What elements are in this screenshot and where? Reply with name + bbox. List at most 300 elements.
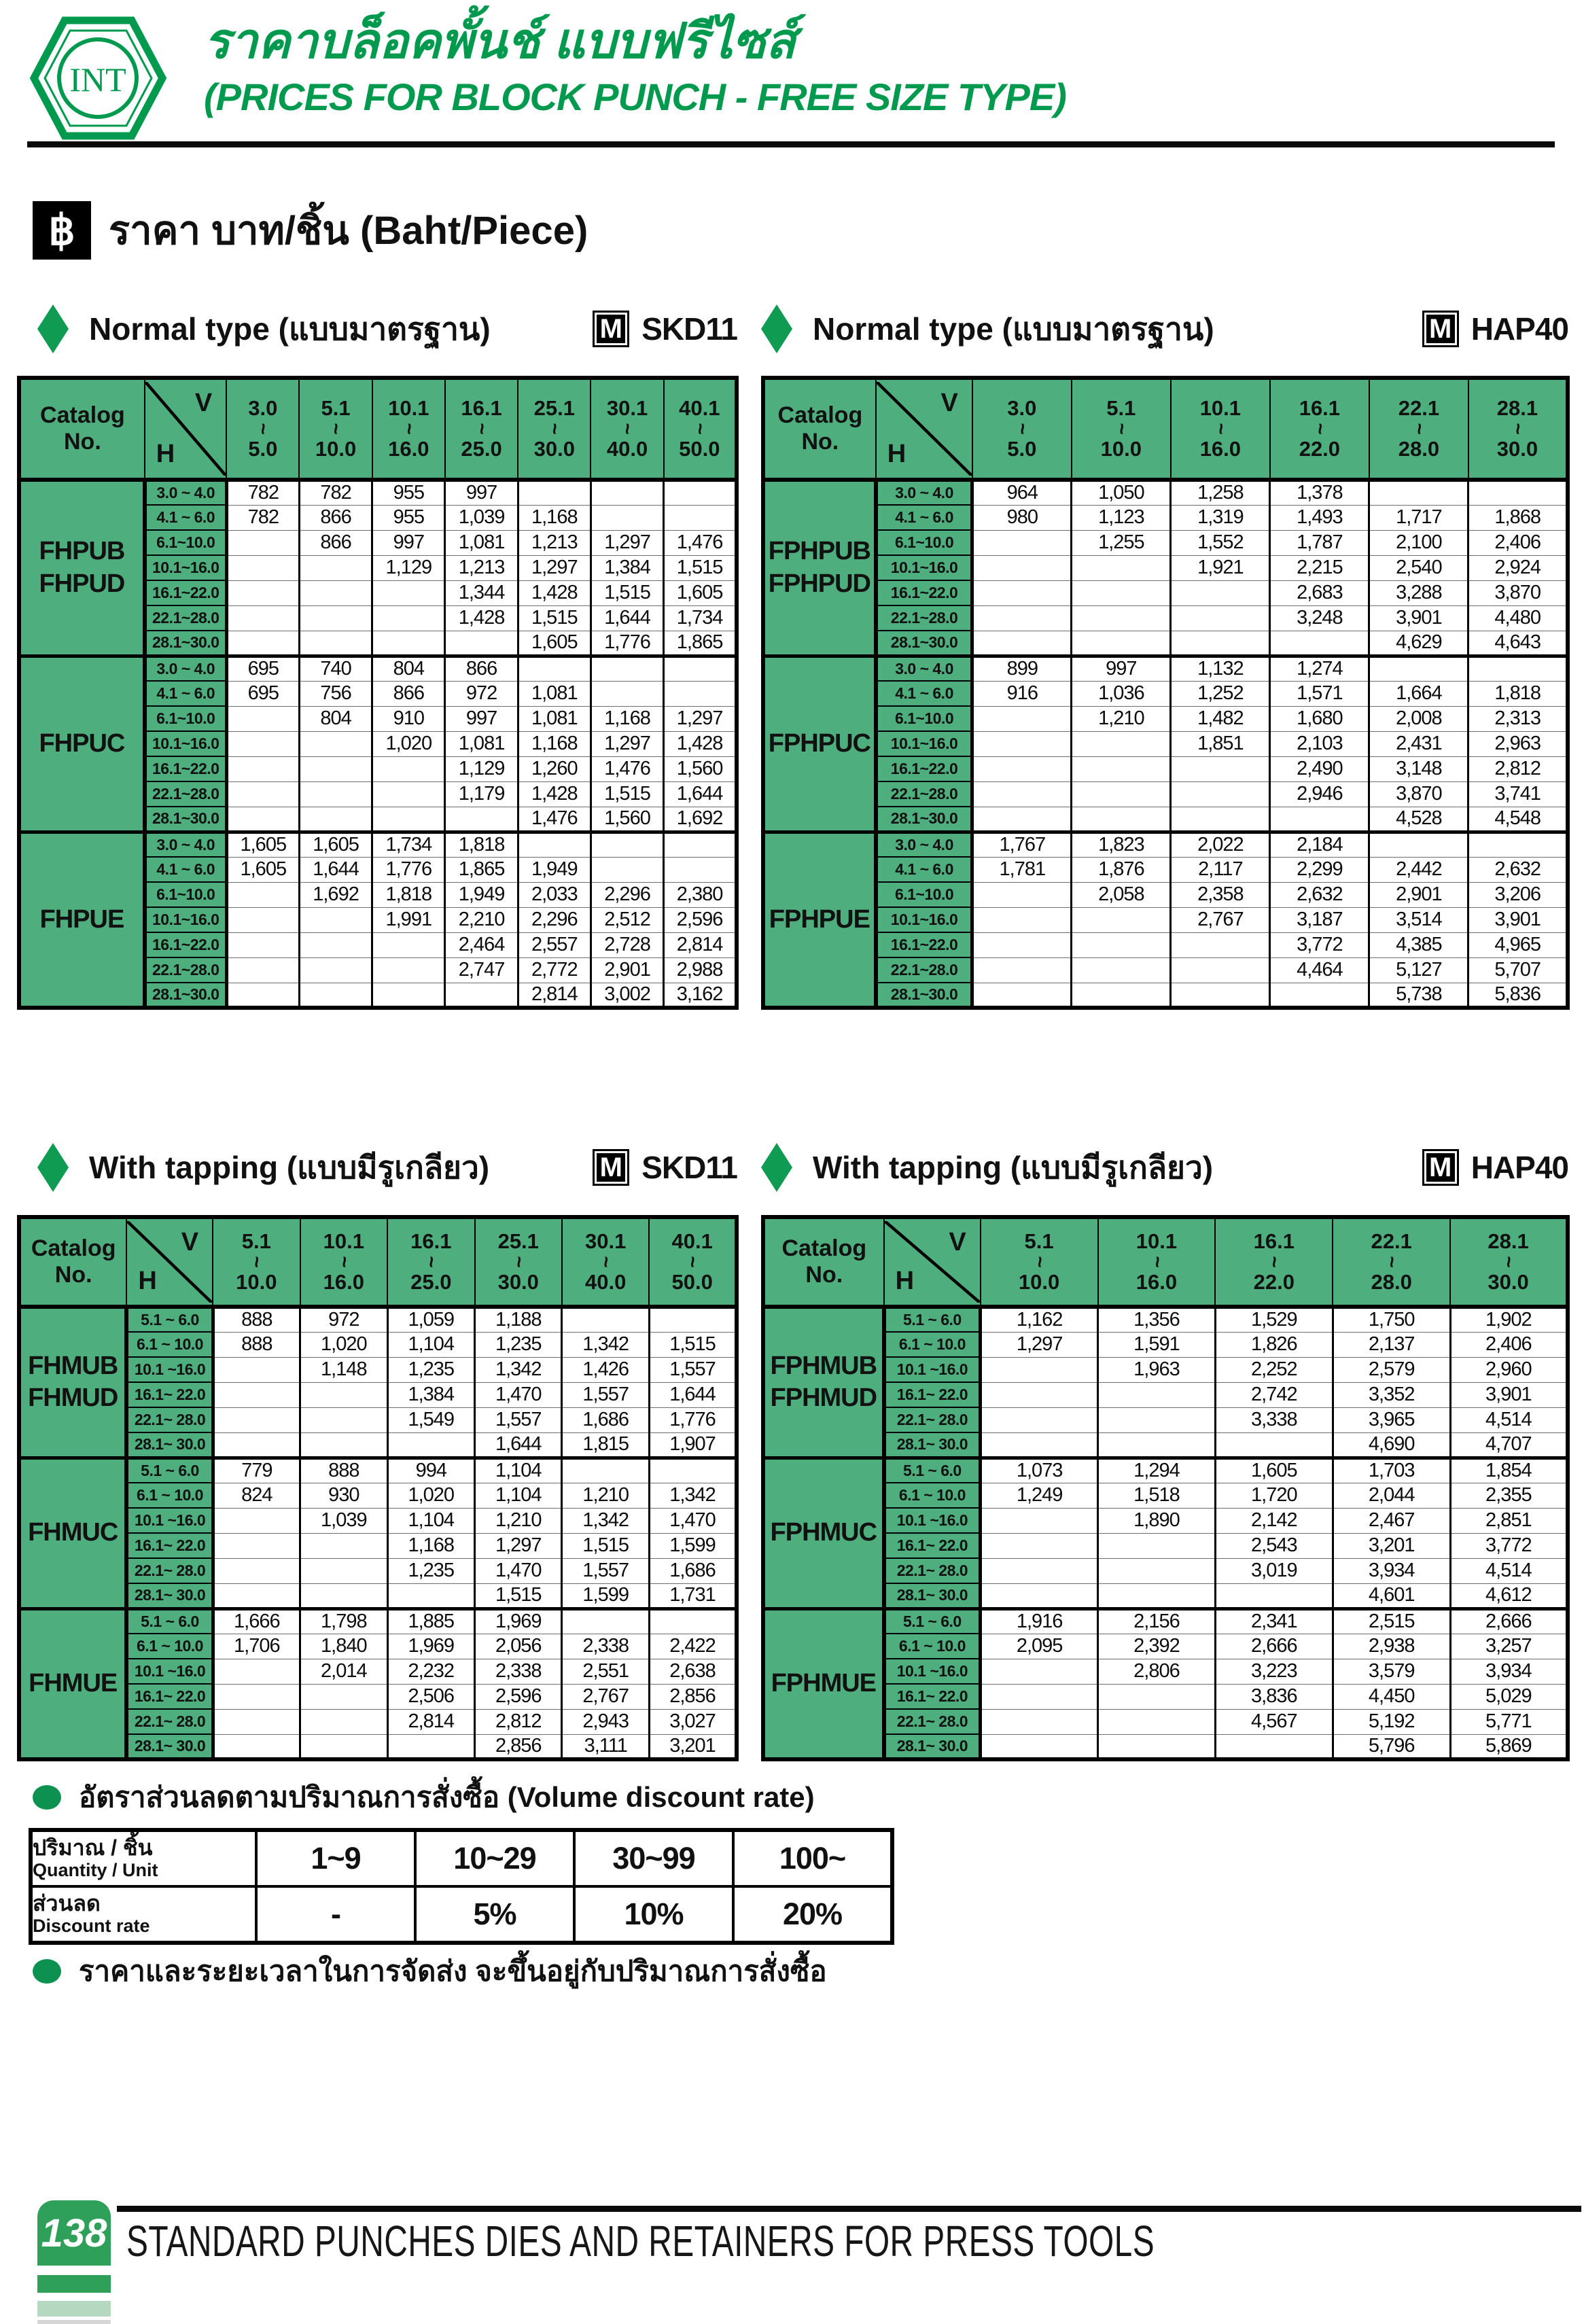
v-range-from: 5.1 bbox=[1024, 1229, 1054, 1254]
price-cell bbox=[299, 957, 372, 983]
h-range-cell: 28.1~30.0 bbox=[876, 631, 972, 656]
price-cell: 740 bbox=[299, 656, 372, 681]
price-heading: ราคา บาท/ชิ้น (Baht/Piece) bbox=[109, 209, 588, 253]
h-range-cell: 28.1~ 30.0 bbox=[126, 1734, 213, 1759]
price-cell: 5,836 bbox=[1468, 983, 1568, 1008]
price-cell: 2,772 bbox=[518, 957, 591, 983]
price-cell bbox=[972, 756, 1072, 781]
price-cell: 1,297 bbox=[518, 555, 591, 580]
table-row bbox=[763, 1558, 1568, 1583]
tilde-icon: ~ bbox=[616, 423, 639, 435]
catalog-cell bbox=[763, 832, 876, 1008]
normal-skd11-table bbox=[17, 376, 739, 1010]
price-cell bbox=[981, 1508, 1098, 1533]
price-cell: 2,299 bbox=[1270, 857, 1369, 882]
price-cell bbox=[213, 1357, 300, 1382]
catalog-number: FPHPUD bbox=[768, 569, 870, 598]
catalog-number: FPHMUC bbox=[770, 1518, 877, 1547]
price-cell bbox=[664, 857, 737, 882]
v-range-header bbox=[518, 378, 591, 480]
price-cell: 866 bbox=[299, 505, 372, 530]
price-cell: 2,008 bbox=[1369, 706, 1468, 731]
table-row bbox=[763, 605, 1568, 631]
price-cell bbox=[1369, 480, 1468, 505]
price-cell: 1,949 bbox=[445, 882, 518, 907]
v-range-from: 40.1 bbox=[679, 396, 720, 421]
price-cell bbox=[981, 1357, 1098, 1382]
price-cell: 1,515 bbox=[518, 605, 591, 631]
price-cell bbox=[1098, 1558, 1216, 1583]
h-range-cell: 4.1 ~ 6.0 bbox=[876, 505, 972, 530]
tilde-icon: ~ bbox=[507, 1256, 530, 1268]
price-cell: 1,210 bbox=[1072, 706, 1171, 731]
page-number: 138 bbox=[37, 2200, 111, 2266]
table-header bbox=[763, 378, 1568, 480]
price-cell: 1,787 bbox=[1270, 530, 1369, 555]
price-cell: 910 bbox=[372, 706, 445, 731]
v-range-header bbox=[981, 1217, 1098, 1307]
price-cell: 1,605 bbox=[299, 832, 372, 857]
price-cell bbox=[1072, 580, 1171, 605]
h-range-cell: 10.1~16.0 bbox=[145, 555, 226, 580]
price-cell bbox=[226, 983, 299, 1008]
h-range-cell: 16.1~22.0 bbox=[145, 756, 226, 781]
price-cell: 4,643 bbox=[1468, 631, 1568, 656]
rate-value: 10% bbox=[574, 1886, 733, 1943]
tapping-skd11-table bbox=[17, 1215, 739, 1761]
price-cell: 3,934 bbox=[1333, 1558, 1450, 1583]
table-row bbox=[763, 1458, 1568, 1483]
price-cell: 804 bbox=[372, 656, 445, 681]
v-range-from: 16.1 bbox=[461, 396, 502, 421]
price-cell bbox=[300, 1583, 387, 1608]
table-row bbox=[763, 1684, 1568, 1709]
v-range-from: 28.1 bbox=[1496, 396, 1538, 421]
h-axis-label: H bbox=[156, 440, 175, 468]
price-cell bbox=[372, 781, 445, 807]
price-cell: 1,129 bbox=[372, 555, 445, 580]
h-range-cell: 5.1 ~ 6.0 bbox=[126, 1307, 213, 1332]
price-cell: 1,644 bbox=[475, 1432, 562, 1458]
price-cell: 2,296 bbox=[591, 882, 663, 907]
h-range-cell: 10.1 ~16.0 bbox=[884, 1357, 981, 1382]
price-cell bbox=[387, 1432, 474, 1458]
table-row bbox=[763, 681, 1568, 706]
price-cell bbox=[972, 957, 1072, 983]
price-cell: 3,870 bbox=[1369, 781, 1468, 807]
price-cell: 1,179 bbox=[445, 781, 518, 807]
h-range-cell: 22.1~ 28.0 bbox=[884, 1407, 981, 1432]
price-cell bbox=[981, 1659, 1098, 1684]
price-cell: 5,771 bbox=[1450, 1709, 1568, 1734]
v-range-from: 25.1 bbox=[497, 1229, 539, 1254]
price-cell: 1,969 bbox=[387, 1634, 474, 1659]
price-cell bbox=[972, 882, 1072, 907]
price-cell bbox=[213, 1407, 300, 1432]
tilde-icon: ~ bbox=[595, 1256, 618, 1268]
h-range-cell: 28.1~ 30.0 bbox=[884, 1583, 981, 1608]
price-cell: 1,294 bbox=[1098, 1458, 1216, 1483]
price-cell bbox=[213, 1432, 300, 1458]
price-cell: 1,644 bbox=[664, 781, 737, 807]
price-cell: 2,814 bbox=[518, 983, 591, 1008]
h-range-cell: 28.1~30.0 bbox=[145, 631, 226, 656]
catalog-header: Catalog No. bbox=[763, 1217, 884, 1307]
price-cell bbox=[213, 1709, 300, 1734]
price-cell: 3,870 bbox=[1468, 580, 1568, 605]
h-range-cell: 4.1 ~ 6.0 bbox=[145, 857, 226, 882]
price-cell: 2,960 bbox=[1450, 1357, 1568, 1382]
price-cell: 1,297 bbox=[664, 706, 737, 731]
diamond-icon bbox=[761, 304, 792, 353]
price-cell: 1,297 bbox=[981, 1332, 1098, 1357]
hexagon-logo-icon bbox=[29, 14, 168, 143]
price-cell: 2,557 bbox=[518, 932, 591, 957]
v-range-header bbox=[664, 378, 737, 480]
price-cell bbox=[1171, 580, 1270, 605]
price-cell: 2,988 bbox=[664, 957, 737, 983]
price-cell bbox=[299, 756, 372, 781]
price-cell bbox=[1098, 1407, 1216, 1432]
price-cell: 955 bbox=[372, 480, 445, 505]
price-cell: 4,629 bbox=[1369, 631, 1468, 656]
price-cell bbox=[300, 1558, 387, 1583]
price-cell: 2,137 bbox=[1333, 1332, 1450, 1357]
price-cell: 980 bbox=[972, 505, 1072, 530]
h-range-cell: 6.1 ~ 10.0 bbox=[126, 1634, 213, 1659]
rate-label-cell bbox=[31, 1886, 256, 1943]
price-cell: 2,313 bbox=[1468, 706, 1568, 731]
price-cell bbox=[226, 555, 299, 580]
price-cell bbox=[1098, 1432, 1216, 1458]
price-cell: 2,355 bbox=[1450, 1483, 1568, 1508]
price-cell bbox=[300, 1684, 387, 1709]
price-cell: 1,686 bbox=[649, 1558, 737, 1583]
h-range-cell: 28.1~30.0 bbox=[145, 807, 226, 832]
v-range-to: 16.0 bbox=[1199, 437, 1242, 461]
price-cell: 3,352 bbox=[1333, 1382, 1450, 1407]
price-cell: 2,901 bbox=[591, 957, 663, 983]
price-cell bbox=[226, 530, 299, 555]
price-cell bbox=[1072, 983, 1171, 1008]
price-cell: 3,201 bbox=[1333, 1533, 1450, 1558]
price-cell: 1,493 bbox=[1270, 505, 1369, 530]
table-row bbox=[763, 857, 1568, 882]
price-cell bbox=[226, 807, 299, 832]
price-cell: 2,851 bbox=[1450, 1508, 1568, 1533]
price-cell: 1,949 bbox=[518, 857, 591, 882]
price-cell bbox=[1270, 631, 1369, 656]
v-range-header bbox=[475, 1217, 562, 1307]
price-cell bbox=[299, 907, 372, 932]
table-row bbox=[763, 1407, 1568, 1432]
price-cell: 899 bbox=[972, 656, 1072, 681]
price-cell bbox=[372, 932, 445, 957]
h-range-cell: 10.1 ~16.0 bbox=[126, 1508, 213, 1533]
price-cell bbox=[649, 1608, 737, 1634]
table-row bbox=[763, 907, 1568, 932]
v-range-to: 22.0 bbox=[1299, 437, 1341, 461]
price-cell: 2,058 bbox=[1072, 882, 1171, 907]
h-range-cell: 10.1~16.0 bbox=[876, 907, 972, 932]
price-cell: 1,235 bbox=[387, 1357, 474, 1382]
quantity-range: 30~99 bbox=[574, 1830, 733, 1886]
catalog-number: FPHPUC bbox=[768, 728, 870, 758]
header-row bbox=[19, 378, 737, 480]
table-row bbox=[763, 932, 1568, 957]
price-cell: 756 bbox=[299, 681, 372, 706]
price-cell: 1,235 bbox=[387, 1558, 474, 1583]
price-cell bbox=[972, 731, 1072, 756]
h-range-cell: 22.1~28.0 bbox=[145, 957, 226, 983]
tilde-icon: ~ bbox=[1209, 423, 1232, 435]
price-cell: 2,924 bbox=[1468, 555, 1568, 580]
price-cell: 1,854 bbox=[1450, 1458, 1568, 1483]
price-cell: 1,482 bbox=[1171, 706, 1270, 731]
tilde-icon: ~ bbox=[1028, 1256, 1051, 1268]
price-cell: 2,033 bbox=[518, 882, 591, 907]
price-cell: 3,148 bbox=[1369, 756, 1468, 781]
price-cell bbox=[664, 505, 737, 530]
v-range-header bbox=[445, 378, 518, 480]
price-cell bbox=[299, 580, 372, 605]
tilde-icon: ~ bbox=[1010, 423, 1034, 435]
price-cell: 1,734 bbox=[372, 832, 445, 857]
table-row bbox=[19, 1608, 737, 1634]
h-range-cell: 16.1~ 22.0 bbox=[126, 1684, 213, 1709]
price-cell bbox=[300, 1533, 387, 1558]
price-cell: 1,599 bbox=[562, 1583, 649, 1608]
price-cell: 2,431 bbox=[1369, 731, 1468, 756]
price-cell: 1,921 bbox=[1171, 555, 1270, 580]
table-row bbox=[763, 983, 1568, 1008]
h-range-cell: 6.1~10.0 bbox=[876, 706, 972, 731]
catalog-header: Catalog No. bbox=[19, 378, 145, 480]
catalog-number: FPHMUD bbox=[770, 1384, 877, 1413]
v-range-to: 10.0 bbox=[315, 437, 357, 461]
header-rule bbox=[27, 141, 1555, 147]
price-cell: 1,020 bbox=[300, 1332, 387, 1357]
catalog-number: FPHPUE bbox=[769, 904, 870, 934]
price-cell bbox=[1072, 756, 1171, 781]
price-cell bbox=[1072, 807, 1171, 832]
price-cell bbox=[387, 1583, 474, 1608]
price-cell: 2,406 bbox=[1468, 530, 1568, 555]
material-name: HAP40 bbox=[1471, 311, 1568, 347]
diamond-icon bbox=[37, 304, 69, 353]
v-range-header bbox=[1215, 1217, 1333, 1307]
price-cell: 5,707 bbox=[1468, 957, 1568, 983]
rate-label-english: Discount rate bbox=[33, 1916, 150, 1937]
price-cell bbox=[226, 882, 299, 907]
v-range-header bbox=[1270, 378, 1369, 480]
price-cell bbox=[226, 781, 299, 807]
price-cell: 2,806 bbox=[1098, 1659, 1216, 1684]
v-range-from: 22.1 bbox=[1371, 1229, 1412, 1254]
price-cell: 2,814 bbox=[664, 932, 737, 957]
h-range-cell: 6.1~10.0 bbox=[876, 530, 972, 555]
price-cell: 2,551 bbox=[562, 1659, 649, 1684]
vh-corner bbox=[145, 382, 226, 476]
vh-corner-cell bbox=[126, 1217, 213, 1307]
vh-corner bbox=[127, 1221, 212, 1303]
price-cell bbox=[445, 807, 518, 832]
page-title-english: (PRICES FOR BLOCK PUNCH - FREE SIZE TYPE) bbox=[204, 75, 1066, 118]
price-cell: 4,450 bbox=[1333, 1684, 1450, 1709]
price-cell: 3,187 bbox=[1270, 907, 1369, 932]
tilde-icon: ~ bbox=[245, 1256, 268, 1268]
price-cell bbox=[226, 907, 299, 932]
v-range-header bbox=[372, 378, 445, 480]
tilde-icon: ~ bbox=[332, 1256, 355, 1268]
tilde-icon: ~ bbox=[1145, 1256, 1168, 1268]
price-cell: 997 bbox=[372, 530, 445, 555]
v-range-from: 3.0 bbox=[248, 396, 278, 421]
price-cell: 2,022 bbox=[1171, 832, 1270, 857]
price-cell bbox=[213, 1583, 300, 1608]
price-cell bbox=[372, 807, 445, 832]
price-cell: 1,020 bbox=[387, 1483, 474, 1508]
price-cell bbox=[299, 605, 372, 631]
page-title-block bbox=[204, 16, 1066, 119]
price-cell: 4,514 bbox=[1450, 1407, 1568, 1432]
price-cell: 1,168 bbox=[591, 706, 663, 731]
v-range-to: 16.0 bbox=[1136, 1270, 1178, 1294]
price-cell: 2,296 bbox=[518, 907, 591, 932]
price-cell: 1,104 bbox=[387, 1508, 474, 1533]
price-cell bbox=[1072, 631, 1171, 656]
price-cell: 2,767 bbox=[562, 1684, 649, 1709]
v-range-from: 16.1 bbox=[1299, 396, 1341, 421]
table-row bbox=[763, 1709, 1568, 1734]
price-cell: 1,776 bbox=[649, 1407, 737, 1432]
v-range-from: 3.0 bbox=[1007, 396, 1037, 421]
h-range-cell: 6.1~10.0 bbox=[145, 882, 226, 907]
price-cell: 2,543 bbox=[1215, 1533, 1333, 1558]
price-cell: 4,480 bbox=[1468, 605, 1568, 631]
price-cell bbox=[299, 781, 372, 807]
price-cell: 1,767 bbox=[972, 832, 1072, 857]
table-row bbox=[763, 1659, 1568, 1684]
price-cell: 1,557 bbox=[475, 1407, 562, 1432]
price-cell: 3,002 bbox=[591, 983, 663, 1008]
catalog-cell bbox=[19, 480, 145, 656]
price-cell bbox=[981, 1533, 1098, 1558]
v-range-to: 16.0 bbox=[323, 1270, 364, 1294]
price-cell: 2,938 bbox=[1333, 1634, 1450, 1659]
price-cell bbox=[591, 480, 663, 505]
price-cell: 1,384 bbox=[591, 555, 663, 580]
price-cell bbox=[226, 631, 299, 656]
price-cell: 1,840 bbox=[300, 1634, 387, 1659]
price-cell bbox=[445, 631, 518, 656]
table-row bbox=[19, 1684, 737, 1709]
price-cell: 1,776 bbox=[372, 857, 445, 882]
price-cell bbox=[1171, 957, 1270, 983]
v-range-header bbox=[1072, 378, 1171, 480]
h-range-cell: 6.1~10.0 bbox=[145, 530, 226, 555]
price-cell bbox=[972, 907, 1072, 932]
price-cell: 5,192 bbox=[1333, 1709, 1450, 1734]
v-range-from: 10.1 bbox=[323, 1229, 364, 1254]
header-row bbox=[19, 1217, 737, 1307]
tilde-icon: ~ bbox=[420, 1256, 443, 1268]
price-cell: 1,255 bbox=[1072, 530, 1171, 555]
h-range-cell: 28.1~ 30.0 bbox=[884, 1734, 981, 1759]
quantity-row bbox=[31, 1830, 892, 1886]
price-cell: 2,215 bbox=[1270, 555, 1369, 580]
material-name: SKD11 bbox=[641, 311, 737, 347]
price-cell: 972 bbox=[300, 1307, 387, 1332]
price-cell bbox=[299, 932, 372, 957]
v-range-to: 30.0 bbox=[1488, 1270, 1529, 1294]
price-cell: 1,515 bbox=[475, 1583, 562, 1608]
rate-value: 5% bbox=[415, 1886, 574, 1943]
price-cell bbox=[562, 1307, 649, 1332]
v-range-header bbox=[1171, 378, 1270, 480]
price-cell: 1,680 bbox=[1270, 706, 1369, 731]
table-body bbox=[763, 1307, 1568, 1759]
catalog-cell bbox=[19, 656, 145, 832]
h-range-cell: 5.1 ~ 6.0 bbox=[126, 1458, 213, 1483]
price-cell: 5,029 bbox=[1450, 1684, 1568, 1709]
price-cell bbox=[518, 832, 591, 857]
price-cell: 1,274 bbox=[1270, 656, 1369, 681]
h-axis-label: H bbox=[895, 1267, 915, 1295]
price-cell bbox=[300, 1407, 387, 1432]
price-cell bbox=[1072, 555, 1171, 580]
price-cell bbox=[649, 1307, 737, 1332]
v-range-header bbox=[1098, 1217, 1216, 1307]
price-cell: 1,605 bbox=[664, 580, 737, 605]
price-cell bbox=[372, 983, 445, 1008]
header-row bbox=[763, 378, 1568, 480]
catalog-number: FHMUE bbox=[29, 1669, 118, 1697]
table-body bbox=[19, 1307, 737, 1759]
price-cell: 4,548 bbox=[1468, 807, 1568, 832]
h-range-cell: 10.1 ~16.0 bbox=[126, 1659, 213, 1684]
footer-text: STANDARD PUNCHES DIES AND RETAINERS FOR PRESS TOOLS bbox=[126, 2217, 1155, 2266]
vh-corner bbox=[885, 1221, 980, 1303]
catalog-header: Catalog No. bbox=[763, 378, 876, 480]
price-cell: 3,901 bbox=[1450, 1382, 1568, 1407]
price-cell: 4,707 bbox=[1450, 1432, 1568, 1458]
price-cell: 1,188 bbox=[475, 1307, 562, 1332]
price-cell: 3,257 bbox=[1450, 1634, 1568, 1659]
price-cell: 1,162 bbox=[981, 1307, 1098, 1332]
v-range-from: 5.1 bbox=[1106, 396, 1136, 421]
price-cell: 1,815 bbox=[562, 1432, 649, 1458]
discount-heading: อัตราส่วนลดตามปริมาณการสั่งซื้อ (Volume discount rate) bbox=[79, 1781, 815, 1813]
h-range-cell: 3.0 ~ 4.0 bbox=[876, 480, 972, 505]
price-cell: 1,781 bbox=[972, 857, 1072, 882]
price-cell: 4,601 bbox=[1333, 1583, 1450, 1608]
price-cell: 1,703 bbox=[1333, 1458, 1450, 1483]
price-cell: 2,117 bbox=[1171, 857, 1270, 882]
price-cell: 1,297 bbox=[475, 1533, 562, 1558]
h-range-cell: 6.1~10.0 bbox=[145, 706, 226, 731]
price-cell: 3,223 bbox=[1215, 1659, 1333, 1684]
price-cell: 1,885 bbox=[387, 1608, 474, 1634]
price-cell: 1,081 bbox=[445, 731, 518, 756]
discount-table bbox=[29, 1828, 894, 1945]
footer-rule bbox=[117, 2206, 1581, 2212]
h-range-cell: 4.1 ~ 6.0 bbox=[876, 857, 972, 882]
price-cell: 782 bbox=[226, 480, 299, 505]
price-cell bbox=[1098, 1583, 1216, 1608]
price-cell bbox=[664, 681, 737, 706]
price-cell: 1,428 bbox=[518, 781, 591, 807]
